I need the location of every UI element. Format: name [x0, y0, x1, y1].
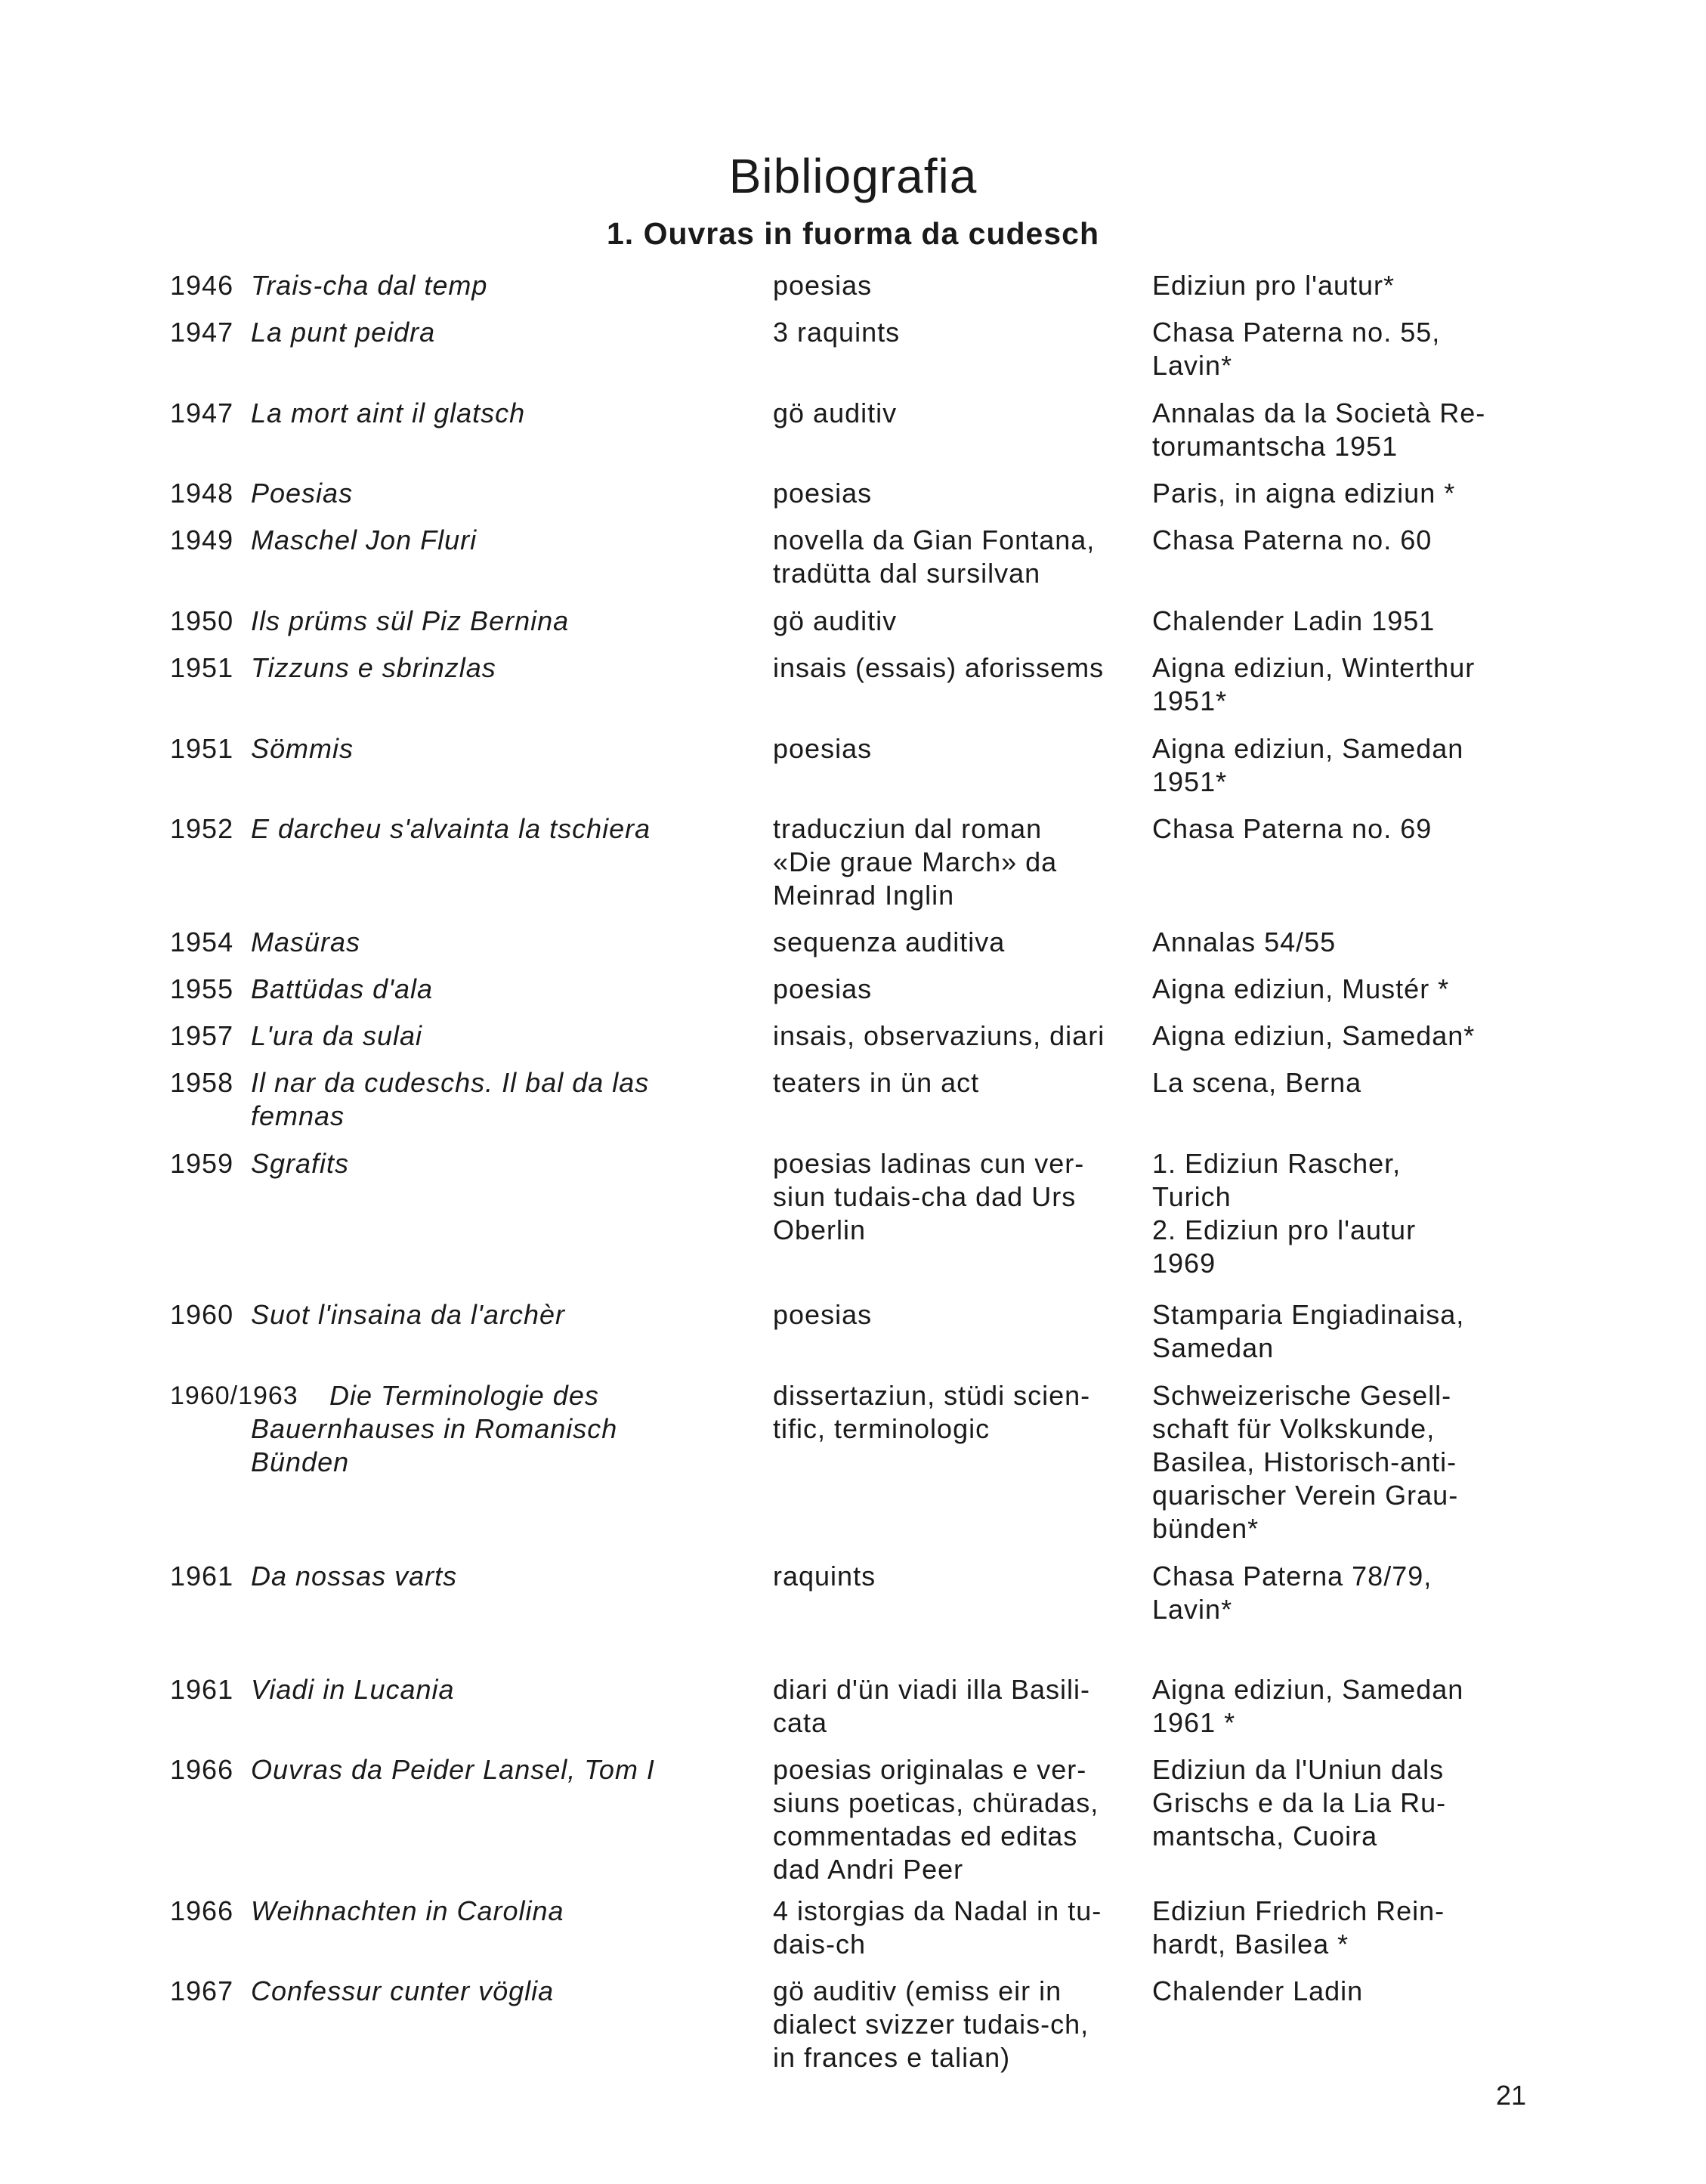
entry-type-line: in frances e talian) — [773, 2042, 1011, 2073]
entry-title — [251, 1895, 564, 1928]
entry-title-line: Da nossas varts — [251, 1561, 458, 1592]
entry-publication-line: La scena, Berna — [1152, 1067, 1362, 1098]
entry-type — [773, 926, 1005, 959]
entry-type — [773, 1019, 1105, 1053]
entry-title-line: L'ura da sulai — [251, 1020, 423, 1051]
page-number: 21 — [1495, 2080, 1526, 2111]
entry-title-line: Die Terminologie des — [329, 1380, 599, 1411]
entry-title-line: La mort aint il glatsch — [251, 398, 526, 428]
entry-title-line: Battüdas d'ala — [251, 973, 434, 1004]
entry-type-line: raquints — [773, 1561, 876, 1592]
entry-type-line: poesias — [773, 478, 873, 509]
entry-type — [773, 1147, 1084, 1247]
entry-publication-line: Ediziun Friedrich Rein- — [1152, 1895, 1445, 1926]
entry-year: 1948 — [170, 478, 234, 509]
entry-publication — [1152, 397, 1485, 463]
entry-title — [251, 605, 569, 638]
entry-title-line: Ouvras da Peider Lansel, Tom I — [251, 1754, 655, 1785]
entry-publication — [1152, 269, 1395, 302]
entry-type — [773, 973, 872, 1006]
entry-type — [773, 1379, 1090, 1446]
entry-publication-line: 2. Ediziun pro l'autur — [1152, 1214, 1417, 1245]
entry-publication-line: Aigna ediziun, Samedan — [1152, 1674, 1464, 1705]
entry-type-line: dissertaziun, stüdi scien- — [773, 1380, 1091, 1411]
entry-type-line: gö auditiv — [773, 605, 898, 636]
entry-title-line: Masüras — [251, 926, 361, 957]
entry-year: 1947 — [170, 317, 234, 348]
entry-title — [251, 1066, 649, 1133]
entry-title — [251, 1560, 457, 1593]
entry-type — [773, 812, 1057, 912]
entry-type — [773, 477, 872, 510]
entry-publication — [1152, 1975, 1363, 2008]
entry-publication — [1152, 1066, 1361, 1100]
entry-publication-line: torumantscha 1951 — [1152, 431, 1398, 462]
entry-publication — [1152, 1895, 1445, 1961]
entry-publication-line: Aigna ediziun, Winterthur — [1152, 652, 1476, 683]
entry-title-line: femnas — [251, 1100, 345, 1131]
entry-year: 1961 — [170, 1674, 234, 1705]
entry-publication-line: Chalender Ladin — [1152, 1975, 1364, 2006]
entry-publication-line: schaft für Volkskunde, — [1152, 1413, 1436, 1444]
entry-type-line: dialect svizzer tudais-ch, — [773, 2009, 1089, 2040]
entry-publication — [1152, 1298, 1464, 1365]
entry-type — [773, 1560, 876, 1593]
entry-type-line: insais (essais) aforissems — [773, 652, 1105, 683]
entry-publication-line: quarischer Verein Grau- — [1152, 1480, 1459, 1511]
entry-title — [251, 973, 433, 1006]
entry-type — [773, 732, 872, 766]
entry-publication-line: Chasa Paterna 78/79, — [1152, 1561, 1432, 1592]
entry-publication — [1152, 1753, 1446, 1853]
entry-title — [251, 812, 651, 846]
entry-title-line: Tizzuns e sbrinzlas — [251, 652, 496, 683]
entry-type-line: gö auditiv (emiss eir in — [773, 1975, 1062, 2006]
entry-title — [251, 732, 354, 766]
entry-year: 1960 — [170, 1299, 234, 1330]
entry-publication-line: hardt, Basilea * — [1152, 1929, 1349, 1960]
entry-type-line: dad Andri Peer — [773, 1854, 964, 1885]
entry-type — [773, 1298, 872, 1332]
entry-publication — [1152, 316, 1440, 382]
entry-title — [251, 269, 487, 302]
entry-year: 1954 — [170, 926, 234, 957]
entry-publication — [1152, 1560, 1432, 1626]
entry-publication-line: bünden* — [1152, 1513, 1259, 1544]
entry-type-line: gö auditiv — [773, 398, 898, 428]
entry-type-line: «Die graue March» da — [773, 846, 1058, 877]
entry-publication-line: Lavin* — [1152, 350, 1233, 381]
entry-type-line: siun tudais-cha dad Urs — [773, 1181, 1077, 1212]
entry-year: 1949 — [170, 524, 234, 555]
entry-type-line: poesias — [773, 733, 873, 764]
entry-publication — [1152, 1019, 1475, 1053]
entry-publication-line: Paris, in aigna ediziun * — [1152, 478, 1456, 509]
entry-type-line: poesias — [773, 270, 873, 301]
page-title: Bibliografia — [728, 149, 978, 203]
entry-title — [251, 1379, 617, 1479]
entry-publication-line: Ediziun da l'Uniun dals — [1152, 1754, 1445, 1785]
entry-publication-line: 1. Ediziun Rascher, — [1152, 1148, 1402, 1179]
entry-type-line: siuns poeticas, chüradas, — [773, 1787, 1099, 1818]
entry-type-line: traducziun dal roman — [773, 813, 1043, 844]
entry-type — [773, 524, 1095, 590]
entry-title-line: Sömmis — [251, 733, 354, 764]
entry-publication-line: Chasa Paterna no. 60 — [1152, 524, 1432, 555]
entry-title — [251, 926, 360, 959]
entry-year: 1961 — [170, 1561, 234, 1592]
entry-publication-line: Aigna ediziun, Samedan — [1152, 733, 1464, 764]
entry-publication — [1152, 651, 1475, 718]
entry-publication-line: 1969 — [1152, 1248, 1216, 1279]
entry-title-line: E darcheu s'alvainta la tschiera — [251, 813, 651, 844]
entry-type-line: poesias — [773, 1299, 873, 1330]
entry-publication-line: 1951* — [1152, 685, 1228, 716]
entry-publication-line: mantscha, Cuoira — [1152, 1821, 1378, 1851]
entry-title — [251, 397, 525, 430]
entry-title-line: Bauernhauses in Romanisch — [251, 1413, 618, 1444]
entry-title-line: Poesias — [251, 478, 354, 509]
entry-type — [773, 269, 872, 302]
entry-type — [773, 316, 900, 349]
entry-year: 1967 — [170, 1975, 234, 2006]
entry-publication-line: Chasa Paterna no. 55, — [1152, 317, 1441, 348]
entry-year: 1951 — [170, 652, 234, 683]
entry-type-line: sequenza auditiva — [773, 926, 1006, 957]
entry-title-line: Weihnachten in Carolina — [251, 1895, 564, 1926]
entry-type-line: diari d'ün viadi illa Basili- — [773, 1674, 1091, 1705]
entry-title — [251, 1298, 565, 1332]
entry-type-line: insais, observaziuns, diari — [773, 1020, 1105, 1051]
entry-type-line: poesias ladinas cun ver- — [773, 1148, 1085, 1179]
entry-title-line: Sgrafits — [251, 1148, 350, 1179]
entry-title-line: Maschel Jon Fluri — [251, 524, 477, 555]
entry-publication-line: Turich — [1152, 1181, 1232, 1212]
entry-type — [773, 1975, 1089, 2074]
entry-type-line: tific, terminologic — [773, 1413, 991, 1444]
entry-publication-line: Ediziun pro l'autur* — [1152, 270, 1395, 301]
entry-type-line: poesias originalas e ver- — [773, 1754, 1087, 1785]
entry-title-line: La punt peidra — [251, 317, 436, 348]
entry-publication-line: 1961 * — [1152, 1707, 1236, 1738]
entry-publication — [1152, 477, 1455, 510]
entry-title-line: Il nar da cudeschs. Il bal da las — [251, 1067, 650, 1098]
entry-year: 1947 — [170, 398, 234, 428]
entry-publication-line: Aigna ediziun, Mustér * — [1152, 973, 1450, 1004]
entry-title — [251, 316, 435, 349]
entry-title — [251, 1753, 655, 1786]
entry-title — [251, 1975, 554, 2008]
entry-title-line: Trais-cha dal temp — [251, 270, 488, 301]
entry-publication-line: Stamparia Engiadinaisa, — [1152, 1299, 1465, 1330]
entry-year: 1966 — [170, 1895, 234, 1926]
entry-title-line: Suot l'insaina da l'archèr — [251, 1299, 565, 1330]
entry-type — [773, 605, 897, 638]
entry-publication — [1152, 973, 1449, 1006]
entry-type — [773, 651, 1104, 685]
entry-publication-line: Samedan — [1152, 1332, 1275, 1363]
entry-publication — [1152, 1673, 1463, 1740]
entry-type-line: cata — [773, 1707, 828, 1738]
entry-type — [773, 1753, 1099, 1886]
entry-year: 1960/1963 — [170, 1381, 298, 1410]
entry-title-line: Viadi in Lucania — [251, 1674, 455, 1705]
entry-title-line: Bünden — [251, 1446, 350, 1477]
entry-type-line: 4 istorgias da Nadal in tu- — [773, 1895, 1102, 1926]
entry-year: 1958 — [170, 1067, 234, 1098]
entry-type-line: teaters in ün act — [773, 1067, 980, 1098]
entry-title — [251, 1147, 349, 1180]
entry-year: 1966 — [170, 1754, 234, 1785]
entry-year: 1946 — [170, 270, 234, 301]
entry-publication-line: Lavin* — [1152, 1594, 1233, 1625]
entry-type — [773, 397, 897, 430]
entry-publication — [1152, 605, 1435, 638]
entry-title — [251, 524, 477, 557]
section-heading: 1. Ouvras in fuorma da cudesch — [606, 216, 1100, 251]
entry-type — [773, 1066, 979, 1100]
entry-type-line: commentadas ed editas — [773, 1821, 1078, 1851]
entry-type-line: tradütta dal sursilvan — [773, 558, 1041, 589]
entry-year: 1959 — [170, 1148, 234, 1179]
entry-type-line: poesias — [773, 973, 873, 1004]
entry-title — [251, 477, 353, 510]
entry-type-line: dais-ch — [773, 1929, 867, 1960]
entry-publication-line: 1951* — [1152, 766, 1228, 797]
entry-publication — [1152, 732, 1463, 799]
entry-title-line: Confessur cunter vöglia — [251, 1975, 555, 2006]
entry-publication — [1152, 926, 1336, 959]
entry-type — [773, 1673, 1090, 1740]
entry-title — [251, 1019, 422, 1053]
entry-type-line: novella da Gian Fontana, — [773, 524, 1096, 555]
entry-publication-line: Annalas 54/55 — [1152, 926, 1337, 957]
entry-title-line: Ils prüms sül Piz Bernina — [251, 605, 570, 636]
entry-publication — [1152, 1147, 1416, 1280]
entry-type-line: Oberlin — [773, 1214, 867, 1245]
entry-publication-line: Chalender Ladin 1951 — [1152, 605, 1436, 636]
entry-publication — [1152, 524, 1432, 557]
entry-type — [773, 1895, 1102, 1961]
entry-publication-line: Schweizerische Gesell- — [1152, 1380, 1452, 1411]
entry-type-line: Meinrad Inglin — [773, 880, 955, 911]
entry-publication-line: Basilea, Historisch-anti- — [1152, 1446, 1457, 1477]
entry-year: 1951 — [170, 733, 234, 764]
entry-type-line: 3 raquints — [773, 317, 901, 348]
entry-year: 1950 — [170, 605, 234, 636]
entry-publication — [1152, 812, 1432, 846]
entry-publication-line: Chasa Paterna no. 69 — [1152, 813, 1432, 844]
entry-publication — [1152, 1379, 1458, 1545]
entry-publication-line: Grischs e da la Lia Ru- — [1152, 1787, 1447, 1818]
entry-year: 1957 — [170, 1020, 234, 1051]
entry-year: 1955 — [170, 973, 234, 1004]
entry-title — [251, 1673, 455, 1706]
entry-publication-line: Annalas da la Società Re- — [1152, 398, 1486, 428]
entry-year: 1952 — [170, 813, 234, 844]
entry-publication-line: Aigna ediziun, Samedan* — [1152, 1020, 1476, 1051]
entry-title — [251, 651, 496, 685]
